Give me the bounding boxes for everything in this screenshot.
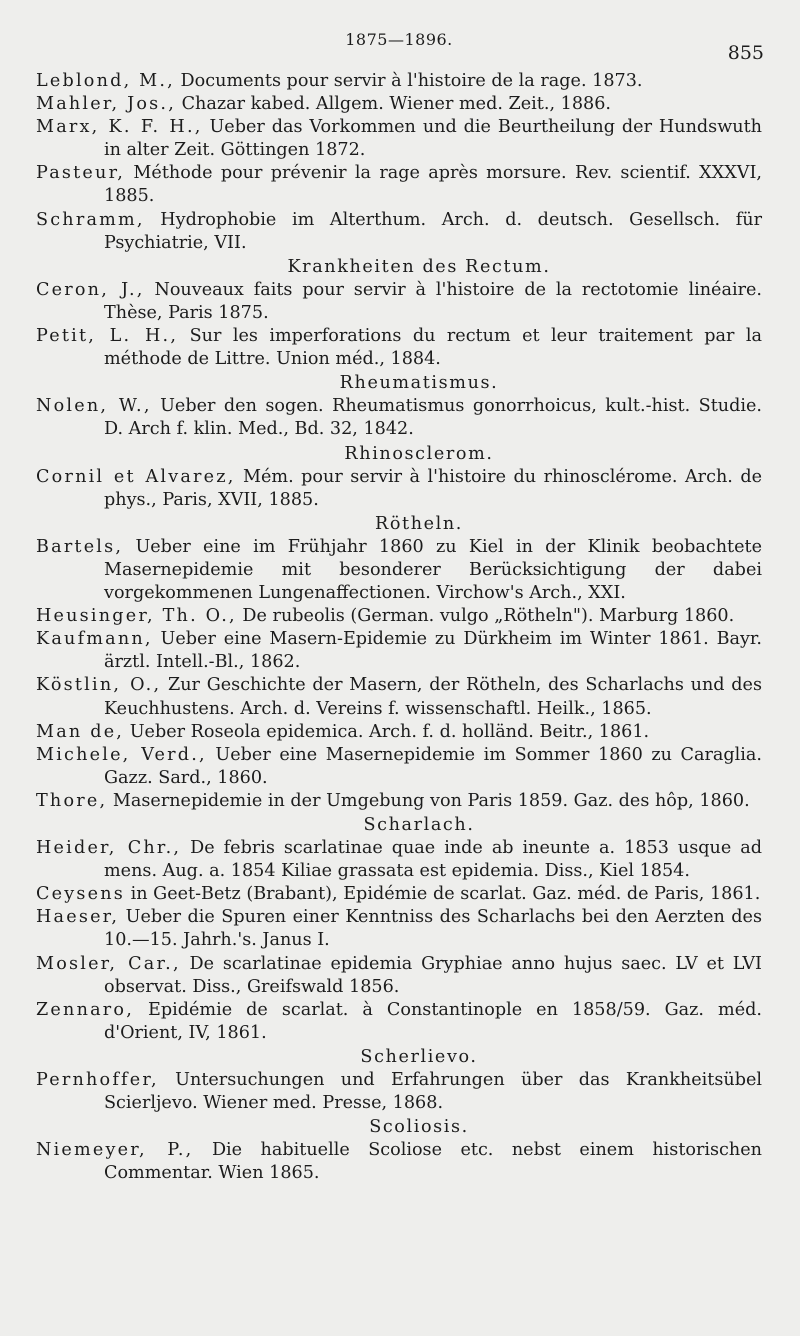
entry-text: Masernepidemie in der Umgebung von Paris 1859. Gaz. des hôp, 1860. [107, 790, 750, 811]
bibliography-entry [36, 744, 762, 790]
bibliography-entry [36, 116, 762, 162]
entry-text: Ueber eine Masernepidemie im Sommer 1860 zu Caraglia. Gazz. Sard., 1860. [104, 744, 762, 788]
entry-text: Nouveaux faits pour servir à l'histoire de la rectotomie linéaire. Thèse, Paris 1875. [104, 279, 762, 323]
bibliography-entry [36, 906, 762, 952]
entry-text: Ueber eine Masern-Epidemie zu Dürkheim im Winter 1861. Bayr. ärztl. Intell.-Bl., 1862. [104, 629, 762, 673]
bibliography-entry [36, 1139, 762, 1185]
bibliography-entry [36, 395, 762, 441]
entry-text: Mém. pour servir à l'histoire du rhinosclérome. Arch. de phys., Paris, XVII, 1885. [104, 466, 763, 510]
entry-author: Heusinger, Th. O., [36, 606, 237, 627]
entry-text: De febris scarlatinae quae inde ab ineunte a. 1853 usque ad mens. Aug. a. 1854 Kiliae grassata est epidemia. Diss., Kiel 1854. [104, 838, 762, 882]
entry-author: Petit, L. H., [36, 326, 179, 347]
entry-text: Ueber den sogen. Rheumatismus gonorrhoicus, kult.-hist. Studie. D. Arch f. klin. Med., Bd. 32, 1842. [104, 396, 762, 440]
entry-author: Nolen, W., [36, 396, 152, 417]
entry-author: Cornil et Alvarez, [36, 466, 236, 487]
entry-text: Epidémie de scarlat. à Constantinople en 1858/59. Gaz. méd. d'Orient, IV, 1861. [104, 999, 762, 1043]
entry-text: Hydrophobie im Alterthum. Arch. d. deutsch. Gesellsch. für Psychiatrie, VII. [104, 209, 762, 253]
section-heading: Rötheln. [374, 513, 463, 534]
bibliography-entry [36, 209, 762, 255]
entry-text: Documents pour servir à l'histoire de la rage. 1873. [174, 71, 643, 91]
bibliography-entry [36, 162, 762, 208]
entry-text: Méthode pour prévenir la rage après morsure. Rev. scientif. XXXVI, 1885. [104, 163, 762, 207]
bibliography-entry [36, 466, 762, 512]
section-heading: Krankheiten des Rectum. [287, 256, 551, 277]
entry-author: Mahler, Jos., [36, 94, 176, 115]
bibliography-entry [36, 93, 762, 116]
bibliography-entry [36, 279, 762, 325]
entry-author: Pernhoffer, [36, 1070, 159, 1091]
bibliography-entry [36, 883, 762, 906]
entry-author: Man de, [36, 721, 125, 742]
entry-text: in Geet-Betz (Brabant), Epidémie de scarlat. Gaz. méd. de Paris, 1861. [125, 884, 761, 905]
entry-text: Ueber das Vorkommen und die Beurtheilung der Hundswuth in alter Zeit. Göttingen 1872. [104, 117, 763, 161]
entry-author: Pasteur, [36, 163, 126, 184]
bibliography-entry [36, 628, 762, 674]
entry-author: Ceron, J., [36, 279, 145, 300]
bibliography-entry [36, 790, 762, 813]
entry-author: Köstlin, O., [36, 675, 162, 696]
bibliography-entry [36, 837, 762, 883]
bibliography-list [36, 70, 762, 1186]
entry-text: Chazar kabed. Allgem. Wiener med. Zeit., 1886. [176, 94, 611, 115]
entry-author: Niemeyer, P., [36, 1140, 194, 1161]
bibliography-entry [36, 953, 762, 999]
bibliography-entry [36, 536, 762, 605]
entry-author: Haeser, [36, 907, 120, 928]
section-heading: Scharlach. [363, 815, 475, 835]
entry-text: Ueber Roseola epidemica. Arch. f. d. holländ. Beitr., 1861. [124, 721, 650, 742]
entry-text: De rubeolis (German. vulgo „Rötheln"). Marburg 1860. [236, 606, 735, 627]
entry-text: Untersuchungen und Erfahrungen über das Krankheitsübel Scierljevo. Wiener med. Presse, 1868. [104, 1070, 762, 1114]
entry-author: Bartels, [36, 536, 124, 557]
bibliography-entry [36, 70, 762, 93]
bibliography-entry [36, 674, 762, 720]
bibliography-entry [36, 605, 762, 628]
bibliography-entry [36, 1069, 762, 1115]
entry-text: Die habituelle Scoliose etc. nebst einem historischen Commentar. Wien 1865. [104, 1140, 762, 1184]
entry-author: Zennaro, [36, 999, 134, 1020]
bibliography-entry [36, 999, 762, 1045]
entry-text: Ueber die Spuren einer Kenntniss des Scharlachs bei den Aerzten des 10.—15. Jahrh.'s. Janus I. [104, 907, 762, 951]
entry-author: Marx, K. F. H., [36, 117, 203, 138]
section-heading: Scherlievo. [360, 1046, 478, 1067]
entry-author: Schramm, [36, 209, 145, 230]
entry-text: Ueber eine im Frühjahr 1860 zu Kiel in der Klinik beobachtete Masernepidemie mit besonderer Berücksichtigung der dabei vorgekommenen Lungenaffectionen. Virchow's Arch., XXI. [104, 536, 762, 604]
entry-author: Heider, Chr., [36, 838, 182, 859]
bibliography-entry [36, 325, 762, 371]
entry-text: Zur Geschichte der Masern, der Rötheln, des Scharlachs und des Keuchhustens. Arch. d. Vereins f. wissenschaftl. Heilk., 1865. [104, 675, 762, 719]
entry-author: Kaufmann, [36, 629, 153, 650]
entry-author: Ceysens [36, 884, 126, 905]
entry-author: Mosler, Car., [36, 953, 181, 974]
entry-author: Thore, [36, 790, 108, 811]
section-heading: Scoliosis. [369, 1117, 469, 1138]
page-header [36, 0, 762, 70]
page-number: 855 [727, 42, 764, 64]
entry-author: Leblond, M., [36, 71, 175, 91]
entry-author: Michele, Verd., [36, 744, 207, 765]
entry-text: De scarlatinae epidemia Gryphiae anno hujus saec. LV et LVI observat. Diss., Greifswald 1856. [104, 953, 762, 997]
entry-text: Sur les imperforations du rectum et leur traitement par la méthode de Littre. Union méd., 1884. [104, 326, 762, 370]
section-heading: Rhinosclerom. [344, 443, 494, 464]
section-heading: Rheumatismus. [339, 373, 499, 394]
running-head: 1875—1896. [345, 30, 453, 49]
bibliography-entry [36, 721, 762, 744]
